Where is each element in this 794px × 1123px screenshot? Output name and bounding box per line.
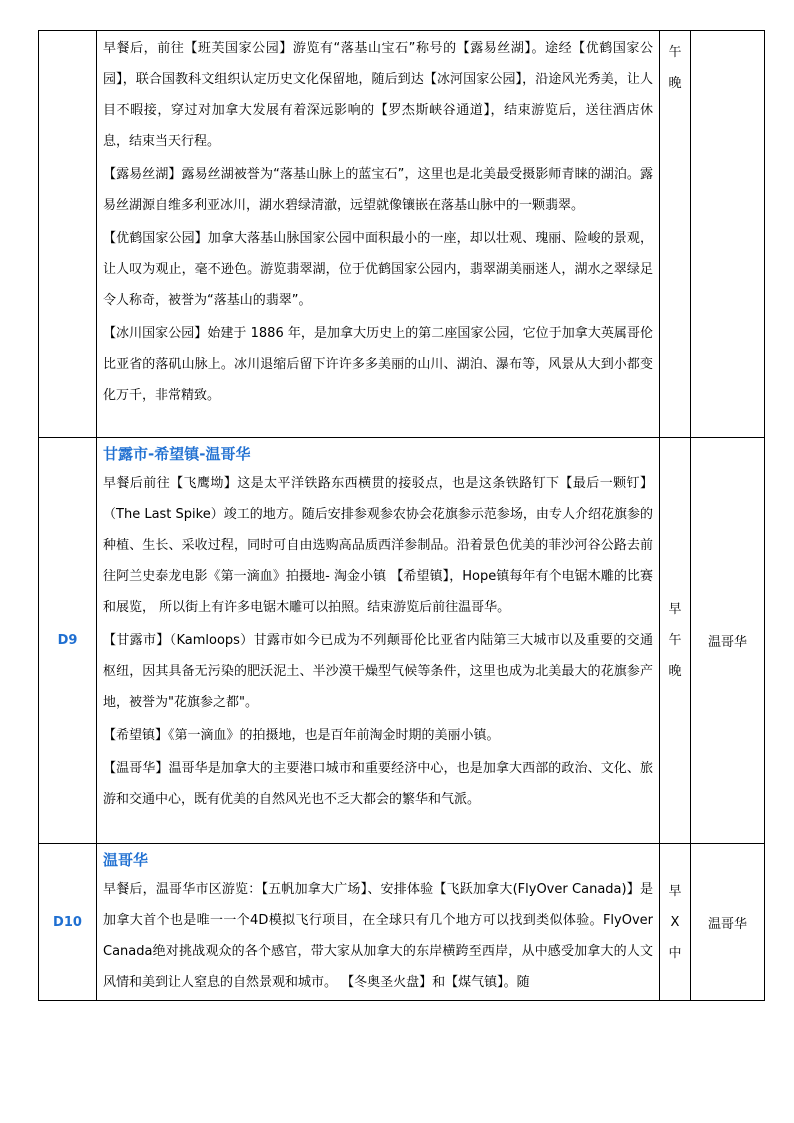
meal-label: 午 xyxy=(668,633,682,648)
meal-label: 晚 xyxy=(668,76,682,91)
description-paragraph: 早餐后前往【飞鹰坳】这是太平洋铁路东西横贯的接驳点，也是这条铁路钉下【最后一颗钉】（The Last Spike）竣工的地方。随后安排参观参农协会花旗参示范参场，由专人介绍花旗参的种植、生长、采收过程，同时可自由选购高品质西洋参制品。沿着景色优美的菲沙河谷公路去前往阿兰史泰龙电影《第一滴血》拍摄地- 淘金小镇 【希望镇】，Hope镇每年有个电锯木雕的比赛和展览， 所以街上有许多电锯木雕可以拍照。结束游览后前往温哥华。 xyxy=(103,476,653,615)
meal-label: 晚 xyxy=(668,664,682,679)
description-paragraph: 【冰川国家公园】始建于 1886 年，是加拿大历史上的第二座国家公园，它位于加拿大英属哥伦比亚省的落矶山脉上。冰川退缩后留下许许多多美丽的山川、湖泊、瀑布等，风景从大到小都变化万千，非常精致。 xyxy=(103,326,653,403)
description-paragraph: 【露易丝湖】露易丝湖被誉为“落基山脉上的蓝宝石”，这里也是北美最受摄影师青睐的湖泊。露易丝湖源自维多利亚冰川，湖水碧绿清澈，远望就像镶嵌在落基山脉中的一颗翡翠。 xyxy=(103,167,653,213)
meals-cell xyxy=(660,844,691,1001)
description-paragraph: 早餐后，温哥华市区游览：【五帆加拿大广场】、安排体验【飞跃加拿大(FlyOver Canada)】是加拿大首个也是唯一一个4D模拟飞行项目，在全球只有几个地方可以找到类似体验。FlyOver Canada绝对挑战观众的各个感官，带大家从加拿大的东岸横跨至西岸，从中感受加拿大的人文风情和美到让人窒息的自然景观和城市。 【冬奥圣火盘】和【煤气镇】。随 xyxy=(103,882,653,990)
table-row xyxy=(39,438,765,844)
table-row xyxy=(39,31,765,438)
meal-label: 中 xyxy=(668,945,682,961)
description-paragraph: 【希望镇】《第一滴血》的拍摄地，也是百年前淘金时期的美丽小镇。 xyxy=(103,728,500,743)
meal-label: X xyxy=(670,914,680,930)
description-paragraph: 【温哥华】温哥华是加拿大的主要港口城市和重要经济中心，也是加拿大西部的政治、文化、旅游和交通中心，既有优美的自然风光也不乏大都会的繁华和气派。 xyxy=(103,761,653,807)
meal-label: 午 xyxy=(668,45,682,60)
day-title: 温哥华 xyxy=(103,851,149,869)
day-cell: D9 xyxy=(39,438,97,844)
hotel-cell: 温哥华 xyxy=(691,844,765,1001)
table-row xyxy=(39,844,765,1001)
meals-cell xyxy=(660,31,691,438)
hotel-cell xyxy=(691,31,765,438)
day-title: 甘露市-希望镇-温哥华 xyxy=(103,445,251,463)
description-cell xyxy=(97,438,660,844)
description-paragraph: 早餐后，前往【班芙国家公园】游览有“落基山宝石”称号的【露易丝湖】。途经【优鹤国家公园】，联合国教科文组织认定历史文化保留地，随后到达【冰河国家公园】，沿途风光秀美，让人目不暇接，穿过对加拿大发展有着深远影响的【罗杰斯峡谷通道】，结束游览后，送往酒店休息，结束当天行程。 xyxy=(103,41,653,149)
hotel-cell: 温哥华 xyxy=(691,438,765,844)
itinerary-table xyxy=(38,30,765,1001)
description-paragraph: 【甘露市】（Kamloops）甘露市如今已成为不列颠哥伦比亚省内陆第三大城市以及重要的交通枢纽，因其具备无污染的肥沃泥土、半沙漠干燥型气候等条件，这里也成为北美最大的花旗参产地，被誉为"花旗参之都"。 xyxy=(103,633,653,710)
description-cell xyxy=(97,31,660,438)
description-paragraph: 【优鹤国家公园】加拿大落基山脉国家公园中面积最小的一座，却以壮观、瑰丽、险峻的景观，让人叹为观止，毫不逊色。游览翡翠湖，位于优鹤国家公园内，翡翠湖美丽迷人，湖水之翠绿足令人称奇，被誉为“落基山的翡翠”。 xyxy=(103,231,653,308)
meals-cell xyxy=(660,438,691,844)
meal-label: 早 xyxy=(668,883,682,899)
day-cell: D10 xyxy=(39,844,97,1001)
day-cell xyxy=(39,31,97,438)
meal-label: 早 xyxy=(668,602,682,617)
description-cell xyxy=(97,844,660,1001)
